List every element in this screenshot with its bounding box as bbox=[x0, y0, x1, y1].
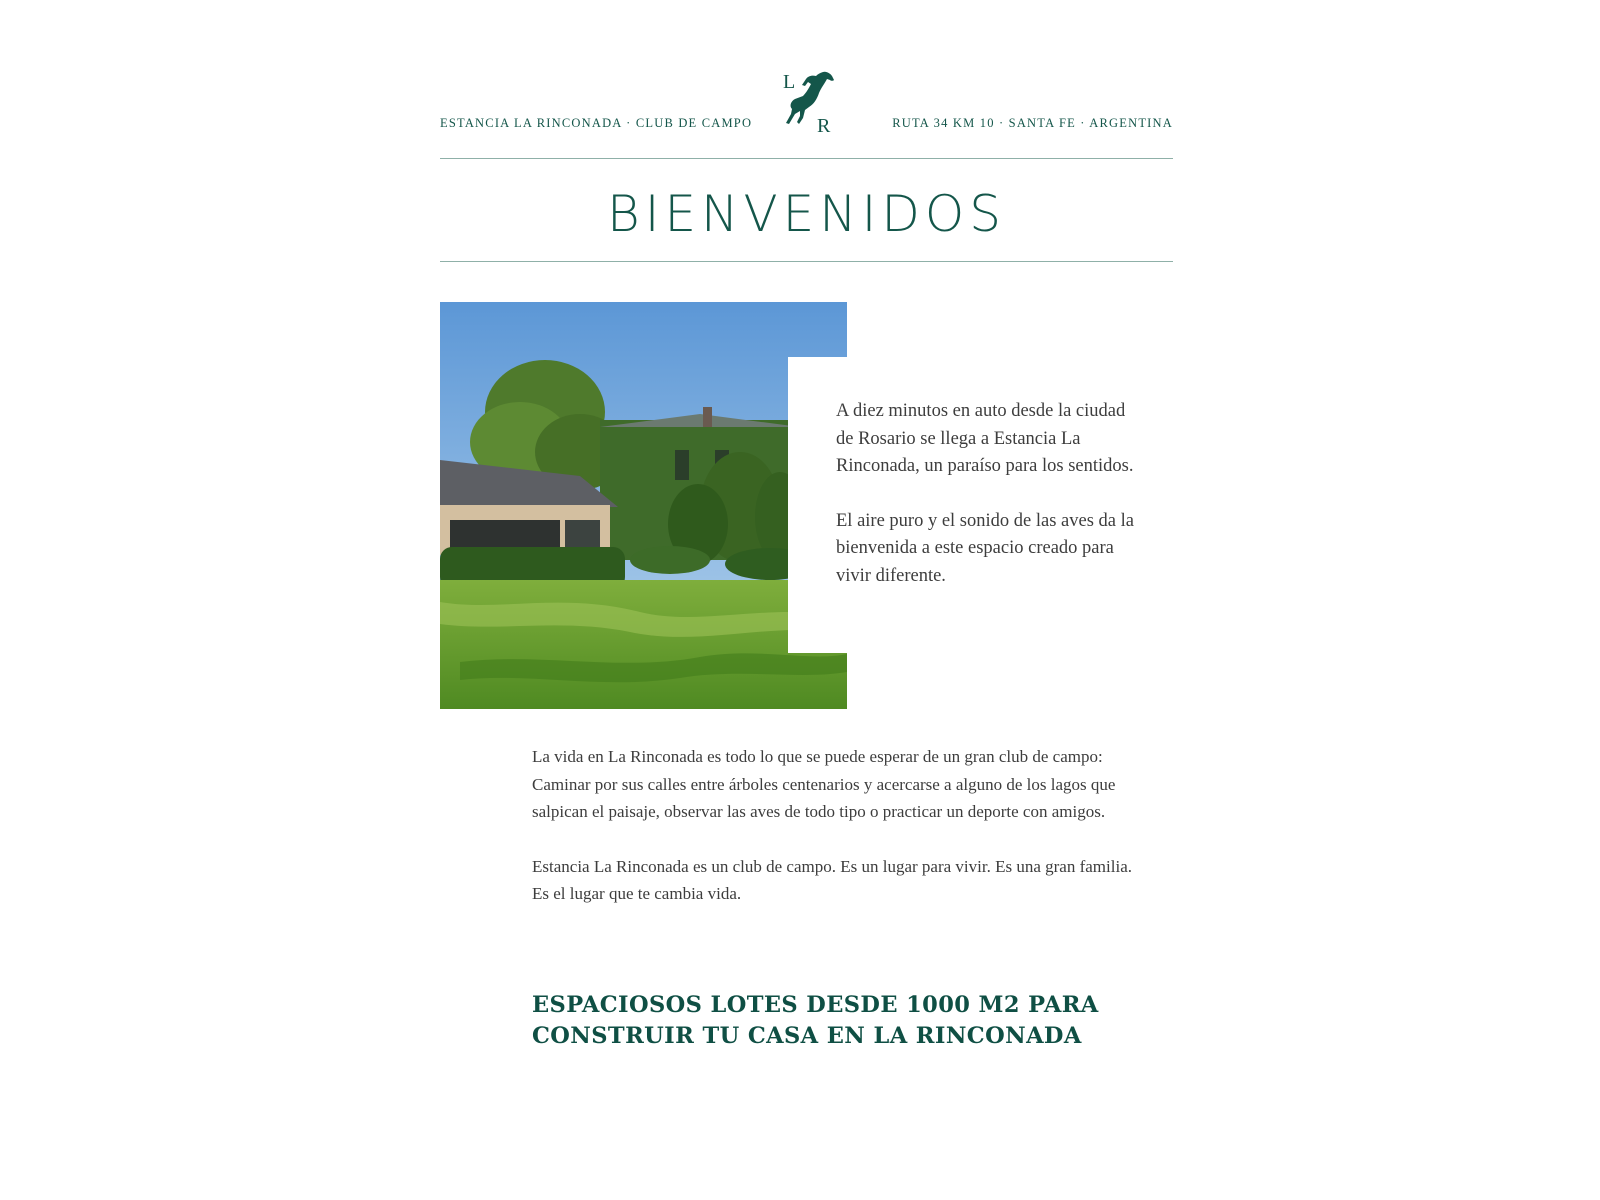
body-paragraph: La vida en La Rinconada es todo lo que se puede esperar de un gran club de campo: Caminar por sus calles entre árboles centenarios y acercarse a alguno de los lagos que salpican el paisaje, observar las aves de todo tipo o practicar un deporte con amigos. bbox=[532, 747, 1116, 821]
estate-photo bbox=[440, 302, 847, 709]
intro-text bbox=[836, 398, 1146, 617]
header-right-text: RUTA 34 KM 10 · SANTA FE · ARGENTINA bbox=[892, 116, 1173, 130]
logo-letter-r: R bbox=[817, 115, 831, 137]
intro-paragraph: El aire puro y el sonido de las aves da la bienvenida a este espacio creado para vivir diferente. bbox=[836, 510, 1134, 586]
top-divider bbox=[440, 158, 1173, 159]
logo-letter-l: L bbox=[783, 71, 796, 93]
title-divider bbox=[440, 261, 1173, 262]
intro-paragraph: A diez minutos en auto desde la ciudad de Rosario se llega a Estancia La Rinconada, un paraíso para los sentidos. bbox=[836, 401, 1134, 476]
brand-logo bbox=[773, 66, 841, 138]
body-paragraph: Estancia La Rinconada es un club de campo. Es un lugar para vivir. Es una gran familia. Es el lugar que te cambia vida. bbox=[532, 856, 1132, 903]
header-left-text: ESTANCIA LA RINCONADA · CLUB DE CAMPO bbox=[440, 116, 753, 130]
page-title: BIENVENIDOS bbox=[606, 185, 1007, 243]
lots-headline: ESPACIOSOS LOTES DESDE 1000 M2 PARA CONSTRUIR TU CASA EN LA RINCONADA bbox=[532, 992, 1099, 1049]
body-text bbox=[532, 743, 1152, 935]
estate-house-garden-photo bbox=[440, 302, 847, 709]
rearing-horse-icon bbox=[773, 66, 841, 138]
